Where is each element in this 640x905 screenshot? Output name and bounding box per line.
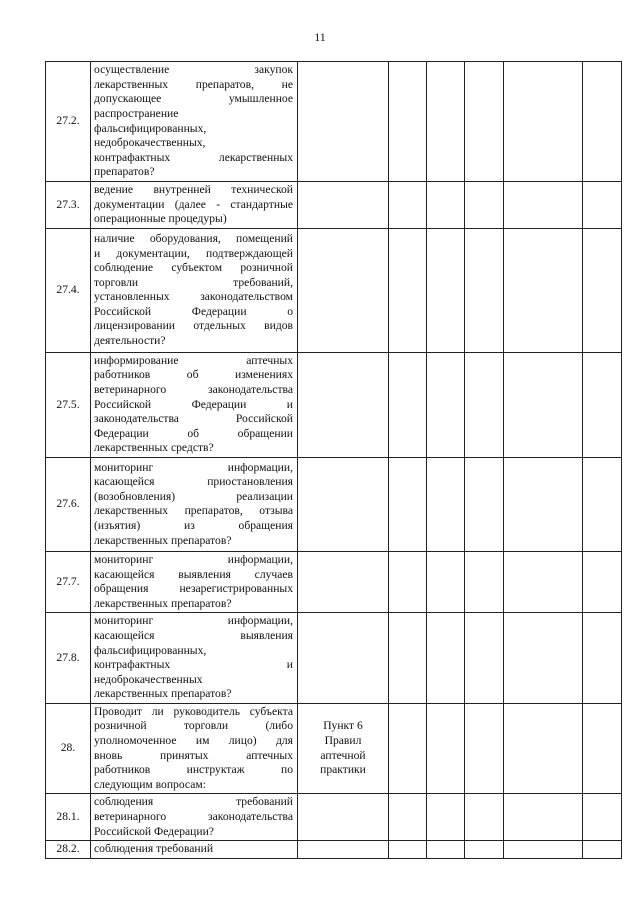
question-line: препаратов?: [94, 165, 155, 179]
item-number: 27.5.: [46, 352, 91, 457]
answer-cell: [583, 794, 622, 841]
page-number: 11: [314, 30, 326, 44]
table-row: [46, 703, 622, 794]
question-text: [91, 457, 298, 551]
legal-reference: [298, 62, 389, 182]
answer-cell: [465, 613, 504, 704]
question-line: ведение внутренней технической: [94, 183, 293, 196]
answer-cell: [465, 228, 504, 352]
answer-cell: [504, 794, 583, 841]
answer-cell: [427, 551, 465, 612]
answer-cell: [583, 551, 622, 612]
answer-cell: [465, 794, 504, 841]
question-line: установленных законодательством: [94, 290, 293, 304]
table-row: [46, 841, 622, 859]
table-row: [46, 794, 622, 841]
question-line: лекарственных препаратов?: [94, 533, 232, 547]
question-line: ветеринарного законодательства: [94, 382, 293, 396]
question-line: распространение: [94, 106, 179, 120]
question-line: лекарственных препаратов?: [94, 687, 232, 701]
question-line: Федерации об обращении: [94, 426, 293, 440]
legal-reference: [298, 352, 389, 457]
question-line: вновь принятых аптечных: [94, 748, 293, 762]
answer-cell: [583, 62, 622, 182]
question-line: работников инструктаж по: [94, 763, 293, 777]
answer-cell: [504, 613, 583, 704]
answer-cell: [465, 62, 504, 182]
answer-cell: [504, 551, 583, 612]
legal-reference: [298, 841, 389, 859]
answer-cell: [583, 352, 622, 457]
reference-line: Правил: [324, 734, 362, 748]
item-number: 27.8.: [46, 613, 91, 704]
question-text: [91, 182, 298, 229]
question-line: лицензировании отдельных видов: [94, 319, 293, 333]
question-line: контрафактных и: [94, 658, 293, 672]
question-line: мониторинг информации,: [94, 614, 293, 628]
answer-cell: [504, 703, 583, 794]
answer-cell: [389, 613, 427, 704]
answer-cell: [427, 182, 465, 229]
question-line: лекарственных препаратов?: [94, 596, 232, 610]
answer-cell: [504, 182, 583, 229]
answer-cell: [427, 457, 465, 551]
reference-line: практики: [320, 763, 366, 777]
answer-cell: [583, 228, 622, 352]
legal-reference: [298, 457, 389, 551]
answer-cell: [389, 228, 427, 352]
question-text: [91, 841, 298, 859]
legal-reference: [298, 794, 389, 841]
answer-cell: [465, 551, 504, 612]
table-row: [46, 62, 622, 182]
item-number: 27.3.: [46, 182, 91, 229]
answer-cell: [427, 613, 465, 704]
item-number: 27.4.: [46, 228, 91, 352]
question-text: [91, 551, 298, 612]
answer-cell: [427, 352, 465, 457]
answer-cell: [465, 841, 504, 859]
answer-cell: [583, 703, 622, 794]
item-number: 27.2.: [46, 62, 91, 182]
item-number: 28.: [46, 703, 91, 794]
question-line: уполномоченное им лицо) для: [94, 734, 293, 748]
question-line: касающейся приостановления: [94, 475, 293, 489]
question-line: и документации, подтверждающей: [94, 246, 293, 260]
question-line: работников об изменениях: [94, 368, 293, 382]
answer-cell: [389, 841, 427, 859]
question-line: мониторинг информации,: [94, 460, 293, 474]
answer-cell: [583, 182, 622, 229]
question-line: (возобновления) реализации: [94, 489, 293, 503]
question-line: фальсифицированных,: [94, 643, 207, 657]
legal-reference: [298, 182, 389, 229]
question-line: деятельности?: [94, 334, 166, 348]
question-text: [91, 613, 298, 704]
question-line: (изъятия) из обращения: [94, 519, 293, 533]
legal-reference: [298, 613, 389, 704]
table-row: [46, 613, 622, 704]
answer-cell: [504, 457, 583, 551]
answer-cell: [427, 62, 465, 182]
table-row: [46, 457, 622, 551]
answer-cell: [389, 62, 427, 182]
question-line: касающейся выявления случаев: [94, 567, 293, 581]
question-line: соблюдения требований: [94, 842, 214, 856]
question-text: [91, 352, 298, 457]
table-row: [46, 352, 622, 457]
question-text: [91, 794, 298, 841]
legal-reference: [298, 228, 389, 352]
answer-cell: [427, 794, 465, 841]
question-line: Российской Федерации и: [94, 397, 293, 411]
question-line: лекарственных препаратов, отзыва: [94, 504, 293, 518]
answer-cell: [504, 62, 583, 182]
question-line: документации (далее - стандартные: [94, 197, 293, 211]
question-line: соблюдения требований: [94, 795, 293, 809]
answer-cell: [465, 703, 504, 794]
question-text: [91, 703, 298, 794]
answer-cell: [583, 457, 622, 551]
question-text: [91, 228, 298, 352]
question-line: информирование аптечных: [94, 353, 293, 367]
question-text: [91, 62, 298, 182]
question-line: мониторинг информации,: [94, 552, 293, 566]
answer-cell: [389, 551, 427, 612]
item-number: 27.6.: [46, 457, 91, 551]
question-line: ветеринарного законодательства: [94, 810, 293, 824]
item-number: 28.2.: [46, 841, 91, 859]
table-row: [46, 228, 622, 352]
answer-cell: [389, 182, 427, 229]
answer-cell: [583, 841, 622, 859]
question-line: осуществление закупок: [94, 63, 293, 77]
answer-cell: [504, 841, 583, 859]
question-line: лекарственных препаратов, не: [94, 77, 293, 91]
answer-cell: [465, 182, 504, 229]
question-line: соблюдение субъектом розничной: [94, 261, 293, 275]
answer-cell: [504, 228, 583, 352]
legal-reference: [298, 703, 389, 794]
checklist-body: [46, 62, 622, 859]
checklist-table: [45, 61, 622, 859]
question-line: розничной торговли (либо: [94, 719, 293, 733]
question-line: Проводит ли руководитель субъекта: [94, 704, 293, 718]
item-number: 28.1.: [46, 794, 91, 841]
answer-cell: [427, 841, 465, 859]
answer-cell: [389, 794, 427, 841]
question-line: лекарственных средств?: [94, 441, 214, 455]
legal-reference: [298, 551, 389, 612]
answer-cell: [389, 457, 427, 551]
question-line: контрафактных лекарственных: [94, 150, 293, 164]
answer-cell: [389, 703, 427, 794]
answer-cell: [465, 457, 504, 551]
answer-cell: [583, 613, 622, 704]
question-line: недоброкачественных,: [94, 136, 206, 150]
question-line: недоброкачественных: [94, 672, 203, 686]
question-line: Российской Федерации?: [94, 824, 214, 838]
question-line: операционные процедуры): [94, 212, 227, 226]
question-line: Российской Федерации о: [94, 304, 293, 318]
answer-cell: [427, 228, 465, 352]
table-row: [46, 182, 622, 229]
item-number: 27.7.: [46, 551, 91, 612]
question-line: торговли требований,: [94, 275, 293, 289]
answer-cell: [504, 352, 583, 457]
question-line: следующим вопросам:: [94, 777, 206, 791]
question-line: законодательства Российской: [94, 412, 293, 426]
answer-cell: [427, 703, 465, 794]
question-line: обращения незарегистрированных: [94, 582, 293, 596]
reference-line: Пункт 6: [323, 719, 363, 733]
answer-cell: [389, 352, 427, 457]
question-line: фальсифицированных,: [94, 121, 207, 135]
answer-cell: [465, 352, 504, 457]
question-line: наличие оборудования, помещений: [94, 231, 293, 245]
question-line: допускающее умышленное: [94, 92, 293, 106]
reference-line: аптечной: [320, 748, 366, 762]
question-line: касающейся выявления: [94, 628, 293, 642]
table-row: [46, 551, 622, 612]
